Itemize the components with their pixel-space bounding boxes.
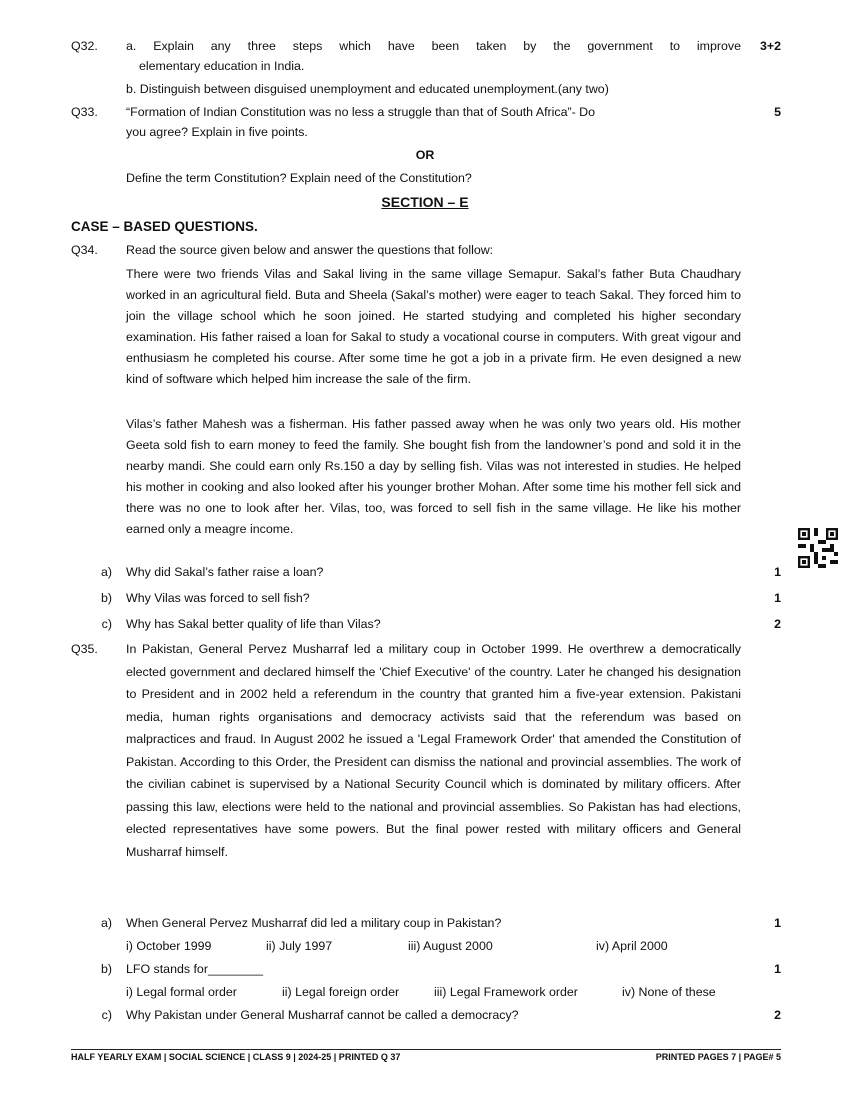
q35-a-options — [126, 937, 741, 955]
option: iii) August 2000 — [408, 939, 493, 953]
q35-passage: In Pakistan, General Pervez Musharraf led a military coup in October 1999. He overthrew a democratically elected government and declared himself the 'Chief Executive' of the country. Later he changed his designation to President and in 2002 held a referendum in the country that granted him a five-year extension. Pakistani media, human rights organisations and democracy activists said that the referendum was based on malpractices and fraud. In August 2002 he issued a 'Legal Framework Order' that amended the Constitution of Pakistan. According to this Order, the President can dismiss the national and provincial assemblies. The work of the civilian cabinet is supervised by a National Security Council which is dominated by military officers. After passing this law, elections were held to the national and provincial assemblies. So Pakistan has had elections, elected representatives have some powers. But the final power rested with military officers and General Musharraf himself. — [126, 642, 741, 859]
q35-b-label: b) — [100, 962, 112, 976]
q32-number: Q32. — [71, 39, 98, 53]
q33-text-cont: you agree? Explain in five points. — [126, 125, 308, 139]
q35-b-options — [126, 983, 741, 1001]
q35-c-marks: 2 — [774, 1008, 781, 1022]
q32-marks: 3+2 — [759, 39, 781, 53]
q34-a-label: a) — [100, 565, 112, 579]
q34-passage-1: There were two friends Vilas and Sakal living in the same village Semapur. Sakal’s father Buta Chaudhary worked in an agricultural field. Buta and Sheela (Sakal’s mother) were eager to teach Sakal. They forced him to join the village school which he soon joined. He started studying and completed his higher secondary examination. His father raised a loan for Sakal to study a vocational course in computers. With great vigour and enthusiasm he completed his course. After some time he got a job in a private firm. He even designed a new kind of software which helped him increase the sale of the firm. — [126, 267, 741, 386]
q35-a-text: When General Pervez Musharraf did led a military coup in Pakistan? — [126, 916, 502, 930]
q34-b-marks: 1 — [774, 591, 781, 605]
q35-c-label: c) — [101, 1008, 112, 1022]
footer-left: HALF YEARLY EXAM | SOCIAL SCIENCE | CLASS 9 | 2024-25 | PRINTED Q 37 — [71, 1052, 401, 1062]
option: i) Legal formal order — [126, 985, 237, 999]
q34-a-marks: 1 — [774, 565, 781, 579]
q35-b-marks: 1 — [774, 962, 781, 976]
footer-divider — [71, 1049, 781, 1050]
q34-c-label: c) — [101, 617, 112, 631]
q33-number: Q33. — [71, 105, 98, 119]
section-heading: SECTION – E — [381, 194, 469, 210]
q33-marks: 5 — [774, 105, 781, 119]
q35-c-text: Why Pakistan under General Musharraf cannot be called a democracy? — [126, 1008, 519, 1022]
q34-number: Q34. — [71, 243, 98, 257]
option: ii) July 1997 — [266, 939, 333, 953]
case-heading: CASE – BASED QUESTIONS. — [71, 219, 258, 234]
q35-number: Q35. — [71, 642, 98, 656]
option: iv) None of these — [622, 985, 716, 999]
option: ii) Legal foreign order — [282, 985, 400, 999]
footer-right: PRINTED PAGES 7 | PAGE# 5 — [655, 1052, 781, 1062]
q33-text: “Formation of Indian Constitution was no less a struggle than that of South Africa”- Do — [126, 105, 596, 119]
q32-a-cont: elementary education in India. — [139, 59, 305, 73]
q32-b: b. Distinguish between disguised unemployment and educated unemployment.(any two) — [126, 82, 609, 96]
option: iv) April 2000 — [596, 939, 668, 953]
qr-code-icon — [798, 528, 838, 568]
q35-a-label: a) — [100, 916, 112, 930]
q34-b-label: b) — [100, 591, 112, 605]
q34-a-text: Why did Sakal’s father raise a loan? — [126, 565, 324, 579]
q34-passage-2: Vilas’s father Mahesh was a fisherman. His father passed away when he was only two years old. His mother Geeta sold fish to earn money to feed the family. She bought fish from the landowner’s pond and sold it in the nearby mandi. She could earn only Rs.150 a day by selling fish. Vilas was not interested in studies. He helped his mother in cooking and also looked after his younger brother Mohan. After some time his mother fell sick and there was no one to look after her. Vilas, too, was forced to sell fish in the same village. He like his mother earned only a meagre income. — [126, 417, 741, 536]
q35-a-marks: 1 — [774, 916, 781, 930]
option: iii) Legal Framework order — [434, 985, 578, 999]
q34-b-text: Why Vilas was forced to sell fish? — [126, 591, 310, 605]
q34-c-text: Why has Sakal better quality of life than Vilas? — [126, 617, 381, 631]
q34-intro: Read the source given below and answer the questions that follow: — [126, 243, 494, 257]
q35-b-text: LFO stands for________ — [126, 962, 264, 976]
or-label: OR — [415, 148, 435, 162]
option: i) October 1999 — [126, 939, 212, 953]
q34-c-marks: 2 — [774, 617, 781, 631]
q33-alt: Define the term Constitution? Explain need of the Constitution? — [126, 171, 472, 185]
q32-a: a. Explain any three steps which have been taken by the government to improve — [126, 39, 741, 53]
